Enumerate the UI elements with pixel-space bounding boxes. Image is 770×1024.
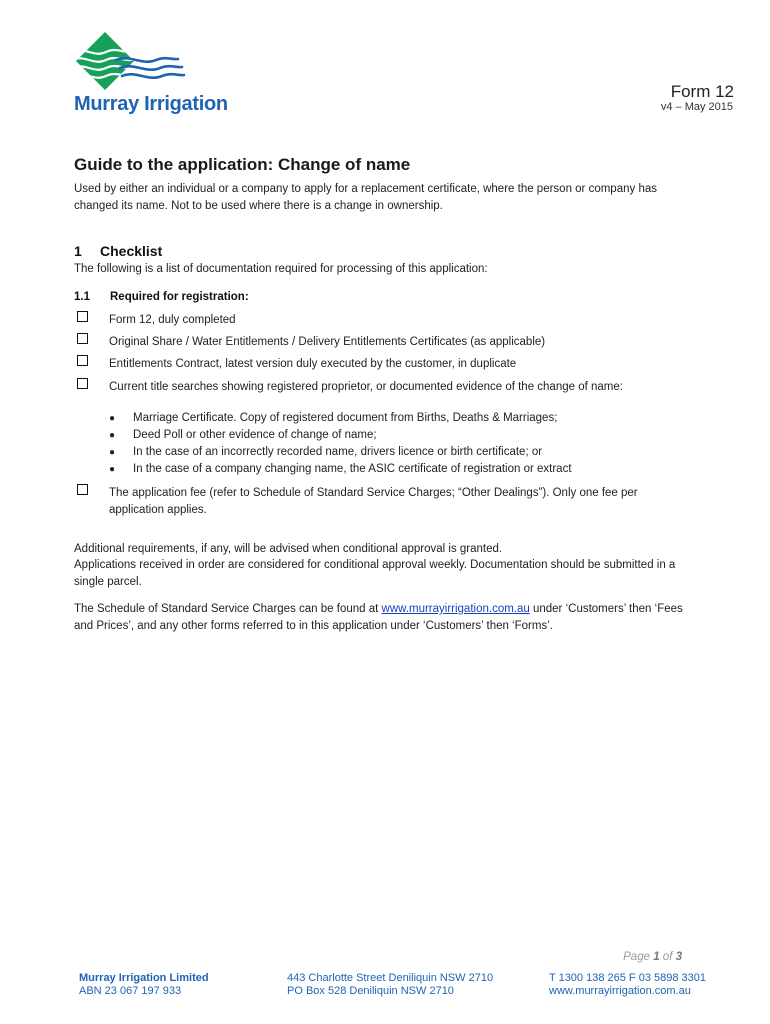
subsection-number: 1.1 — [74, 291, 90, 303]
schedule-text-pre: The Schedule of Standard Service Charges can be found at — [74, 603, 382, 615]
brand-name: Murray Irrigation — [74, 93, 228, 115]
subsection-heading — [74, 291, 249, 303]
bullet-icon: ● — [109, 464, 116, 475]
bullet-text: In the case of a company changing name, the ASIC certificate of registration or extract — [133, 463, 572, 475]
checkbox[interactable] — [77, 311, 88, 322]
page-number — [623, 951, 682, 963]
footer-phone: T 1300 138 265 F 03 5898 3301 — [549, 972, 706, 984]
checklist-item: Current title searches showing registered proprietor, or documented evidence of the change of name: — [109, 381, 623, 393]
checklist-item: Entitlements Contract, latest version duly executed by the customer, in duplicate — [109, 358, 517, 370]
bullet-text: Deed Poll or other evidence of change of name; — [133, 429, 377, 441]
intro-paragraph: Used by either an individual or a company to apply for a replacement certificate, where the person or company has changed its name. Not to be used where there is a change in ownership. — [74, 183, 657, 212]
page-total: 3 — [675, 951, 682, 963]
footer-address-block — [287, 972, 493, 998]
page-label: Page — [623, 951, 650, 963]
schedule-paragraph — [74, 601, 684, 635]
form-version: v4 – May 2015 — [660, 101, 733, 113]
list-item — [109, 412, 557, 424]
bullet-text: Marriage Certificate. Copy of registered document from Births, Deaths & Marriages; — [133, 412, 558, 424]
applications-note: Applications received in order are considered for conditional approval weekly. Documentation should be submitted in a single parcel. — [74, 559, 676, 588]
section-number: 1 — [74, 243, 82, 259]
checkbox[interactable] — [77, 378, 88, 389]
footer-abn: ABN 23 067 197 933 — [79, 985, 182, 997]
schedule-text-post: under ‘Customers’ then ‘Fees and Prices’, and any other forms referred to in this application under ‘Customers’ then ‘Forms’. — [74, 603, 683, 632]
additional-requirements: Additional requirements, if any, will be advised when conditional approval is granted. — [74, 543, 503, 555]
footer-company-block — [79, 972, 209, 998]
footer-website[interactable]: www.murrayirrigation.com.au — [549, 985, 691, 997]
page-of: of — [662, 951, 673, 963]
website-link[interactable]: www.murrayirrigation.com.au — [381, 603, 530, 615]
checklist-item: Original Share / Water Entitlements / Delivery Entitlements Certificates (as applicable) — [109, 336, 546, 348]
checkbox[interactable] — [77, 484, 88, 495]
bullet-icon: ● — [109, 430, 116, 441]
logo-diamond-waves-icon — [72, 30, 232, 92]
checklist-item: The application fee (refer to Schedule of Standard Service Charges; “Other Dealings”). Only one fee per application applies. — [109, 487, 638, 516]
footer-street-address: 443 Charlotte Street Deniliquin NSW 2710 — [287, 972, 494, 984]
section-title: Checklist — [100, 243, 163, 259]
page-current: 1 — [653, 951, 660, 963]
form-number: Form 12 — [670, 82, 734, 101]
footer-po-box: PO Box 528 Deniliquin NSW 2710 — [287, 985, 454, 997]
bullet-text: In the case of an incorrectly recorded name, drivers licence or birth certificate; or — [133, 446, 543, 458]
checkbox[interactable] — [77, 355, 88, 366]
footer-contact-block — [549, 972, 706, 998]
checklist-item: Form 12, duly completed — [109, 314, 236, 326]
section-intro: The following is a list of documentation required for processing of this application: — [74, 263, 488, 275]
page-title: Guide to the application: Change of name — [74, 155, 411, 174]
footer-company: Murray Irrigation Limited — [79, 972, 209, 984]
checkbox[interactable] — [77, 333, 88, 344]
list-item — [109, 429, 377, 441]
bullet-icon: ● — [109, 413, 116, 424]
bullet-icon: ● — [109, 447, 116, 458]
section-heading — [74, 243, 162, 259]
subsection-title: Required for registration: — [110, 291, 249, 303]
list-item — [109, 446, 542, 458]
list-item — [109, 463, 572, 475]
